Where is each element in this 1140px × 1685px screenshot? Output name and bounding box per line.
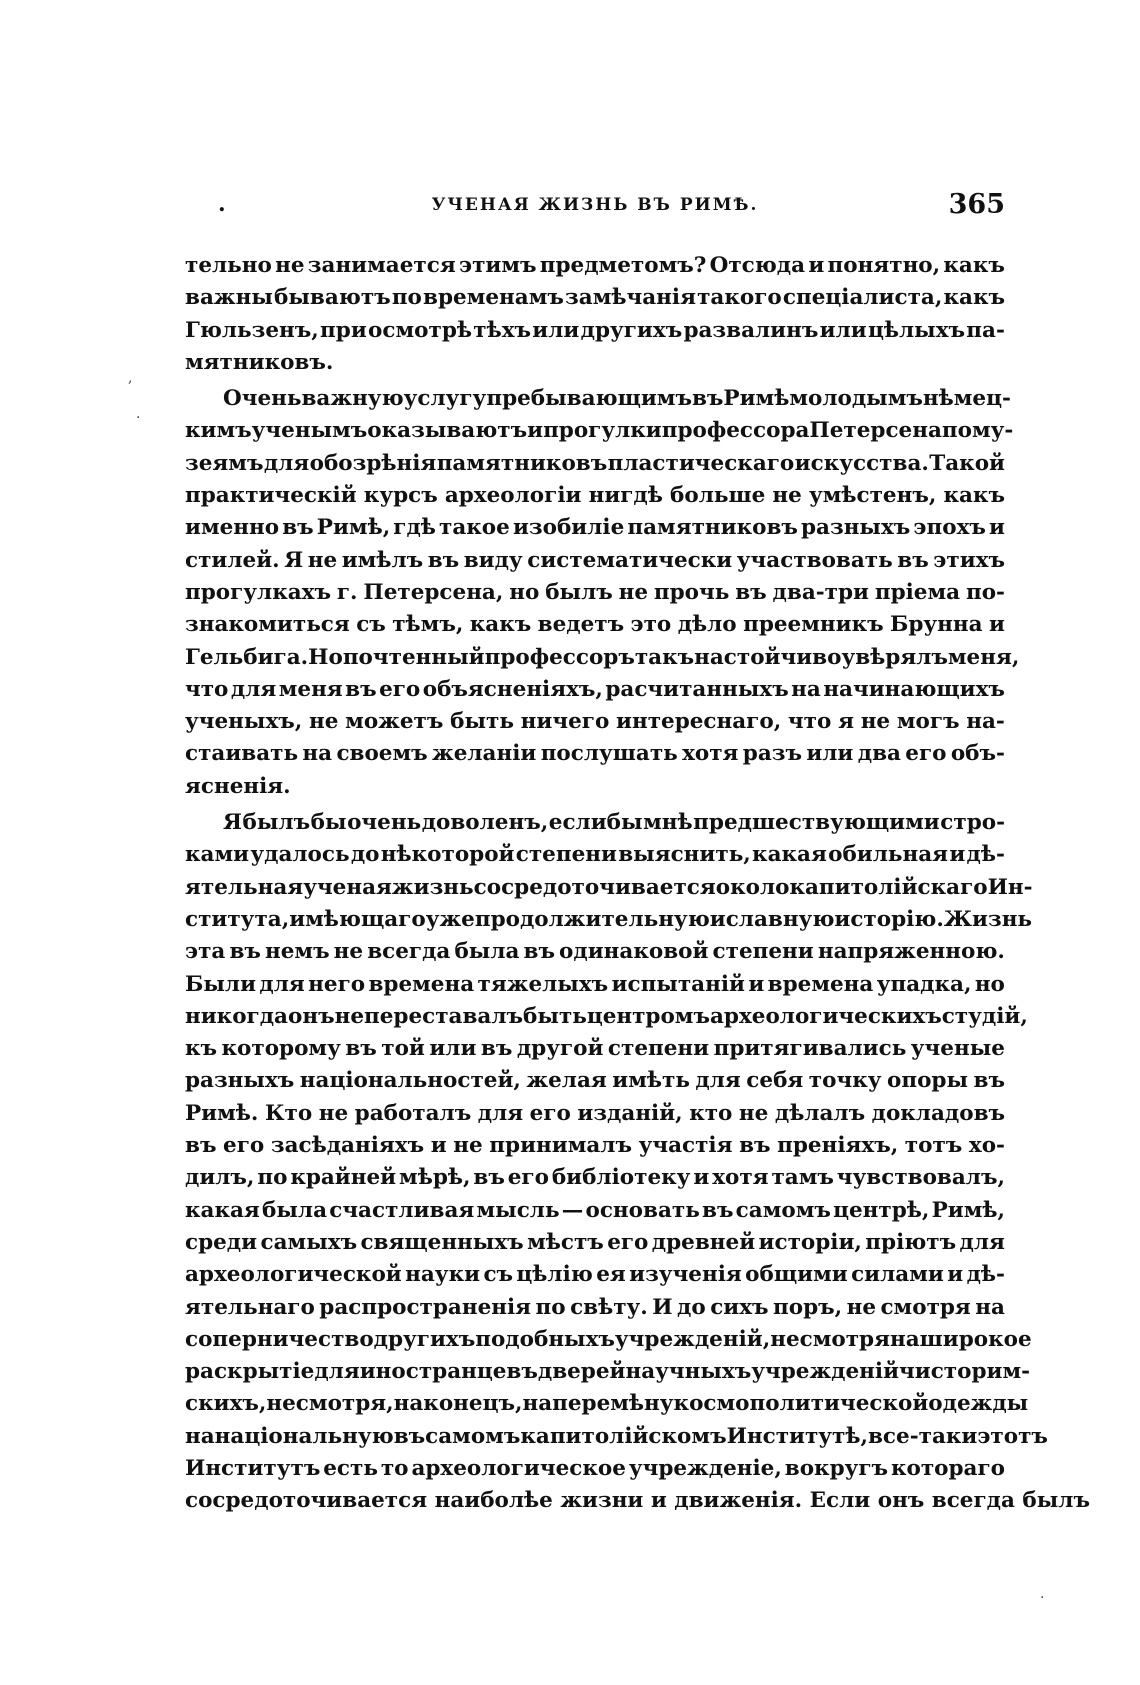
header-mark: .	[218, 191, 226, 217]
text-line: мятниковъ.	[185, 349, 334, 375]
text-line: дилъ, по крайней мѣрѣ, въ его библіотеку и хотя тамъ чувствовалъ,	[185, 1165, 1005, 1191]
text-line: ками удалось до нѣкоторой степени выяснить, какая обильная и дѣ-	[185, 842, 1005, 868]
text-line: что для меня въ его объясненіяхъ, расчитанныхъ на начинающихъ	[185, 676, 1005, 702]
text-line: Гельбига. Но почтенный профессоръ такъ настойчиво увѣрялъ меня,	[185, 644, 1020, 670]
text-line: скихъ, не смотря, наконецъ, на перемѣну космополитической одежды	[185, 1391, 1029, 1417]
running-title: УЧЕНАЯ ЖИЗНЬ ВЪ РИМѢ.	[431, 195, 759, 215]
text-line: на національную въ самомъ капитолійскомъ Институтѣ, все-таки этотъ	[185, 1423, 1048, 1449]
body-text	[185, 250, 1090, 1518]
text-line: Институтъ есть то археологическое учрежденіе, вокругъ котораго	[185, 1455, 1005, 1481]
text-line: въ его засѣданіяхъ и не принималъ участія въ преніяхъ, тотъ хо-	[185, 1133, 1005, 1159]
text-line: тельно не занимается этимъ предметомъ? Отсюда и понятно, какъ	[185, 253, 1005, 278]
text-line: сосредоточивается наиболѣе жизни и движенія. Если онъ всегда былъ	[185, 1488, 1090, 1514]
text-line: Я былъ бы очень доволенъ, еслибы мнѣ предшествующими стро-	[223, 810, 1005, 836]
text-line: Гюльзенъ, при осмотрѣ тѣхъ или другихъ развалинъ или цѣлыхъ па-	[185, 317, 1005, 343]
paragraph	[185, 250, 1005, 379]
text-line: какая была счастливая мысль — основать въ самомъ центрѣ, Римѣ,	[185, 1197, 1005, 1223]
text-line: Очень важную услугу пребывающимъ въ Римѣ молодымъ нѣмец-	[223, 386, 1011, 412]
text-line: эта въ немъ не всегда была въ одинаковой степени напряженною.	[185, 939, 1005, 965]
text-line: именно въ Римѣ, гдѣ такое изобиліе памятниковъ разныхъ эпохъ и	[185, 515, 1005, 541]
text-line: ятельная ученая жизнь сосредоточивается около капитолійскаго Ин-	[185, 874, 1033, 900]
paragraph	[185, 383, 1020, 803]
text-line: среди самыхъ священныхъ мѣстъ его древней исторіи, пріютъ для	[185, 1229, 1005, 1255]
margin-mark: ,	[128, 370, 133, 386]
text-line: никогда онъ не переставалъ быть центромъ археологическихъ студій,	[185, 1003, 1028, 1029]
text-line: Римѣ. Кто не работалъ для его изданій, кто не дѣлалъ докладовъ	[185, 1100, 1005, 1126]
text-line: знакомиться съ тѣмъ, какъ ведетъ это дѣло преемникъ Брунна и	[185, 612, 1005, 638]
text-line: раскрытіе для иностранцевъ дверей научныхъ учрежденій чисто рим-	[185, 1359, 1031, 1385]
text-line: ститута, имѣющаго уже продолжительную и славную исторію. Жизнь	[185, 906, 1033, 932]
paragraph	[185, 807, 1090, 1518]
text-line: важны бываютъ по временамъ замѣчанія такого спеціалиста, какъ	[185, 285, 1005, 311]
margin-mark: ·	[136, 410, 141, 426]
text-line: кимъ ученымъ оказываютъ и прогулки профессора Петерсена по му-	[185, 418, 1014, 444]
text-line: Были для него времена тяжелыхъ испытаній и времена упадка, но	[185, 971, 1005, 997]
text-line: стилей. Я не имѣлъ въ виду систематически участвовать въ этихъ	[185, 547, 1005, 573]
text-line: ясненія.	[185, 773, 291, 799]
text-line: къ которому въ той или въ другой степени притягивались ученые	[185, 1036, 1005, 1062]
text-line: ятельнаго распространенія по свѣту. И до сихъ поръ, не смотря на	[185, 1294, 1005, 1320]
margin-mark: ·	[1040, 1590, 1045, 1606]
text-line: стаивать на своемъ желаніи послушать хотя разъ или два его объ-	[185, 741, 1005, 767]
text-line: ученыхъ, не можетъ быть ничего интереснаго, что я не могъ на-	[185, 709, 1005, 735]
text-line: прогулкахъ г. Петерсена, но былъ не прочь въ два-три пріема по-	[185, 579, 1005, 605]
text-line: практическій курсъ археологіи нигдѣ больше не умѣстенъ, какъ	[185, 483, 1005, 509]
page-number: 365	[948, 189, 1005, 220]
text-line: археологической науки съ цѣлію ея изученія общими силами и дѣ-	[185, 1262, 1005, 1288]
text-line: зеямъ для обозрѣнія памятниковъ пластическаго искусства. Такой	[185, 450, 1005, 476]
page-header	[185, 191, 1005, 231]
text-line: соперничество другихъ подобныхъ учрежденій, не смотря на широкое	[185, 1326, 1032, 1352]
text-line: разныхъ національностей, желая имѣть для себя точку опоры въ	[185, 1068, 1005, 1094]
